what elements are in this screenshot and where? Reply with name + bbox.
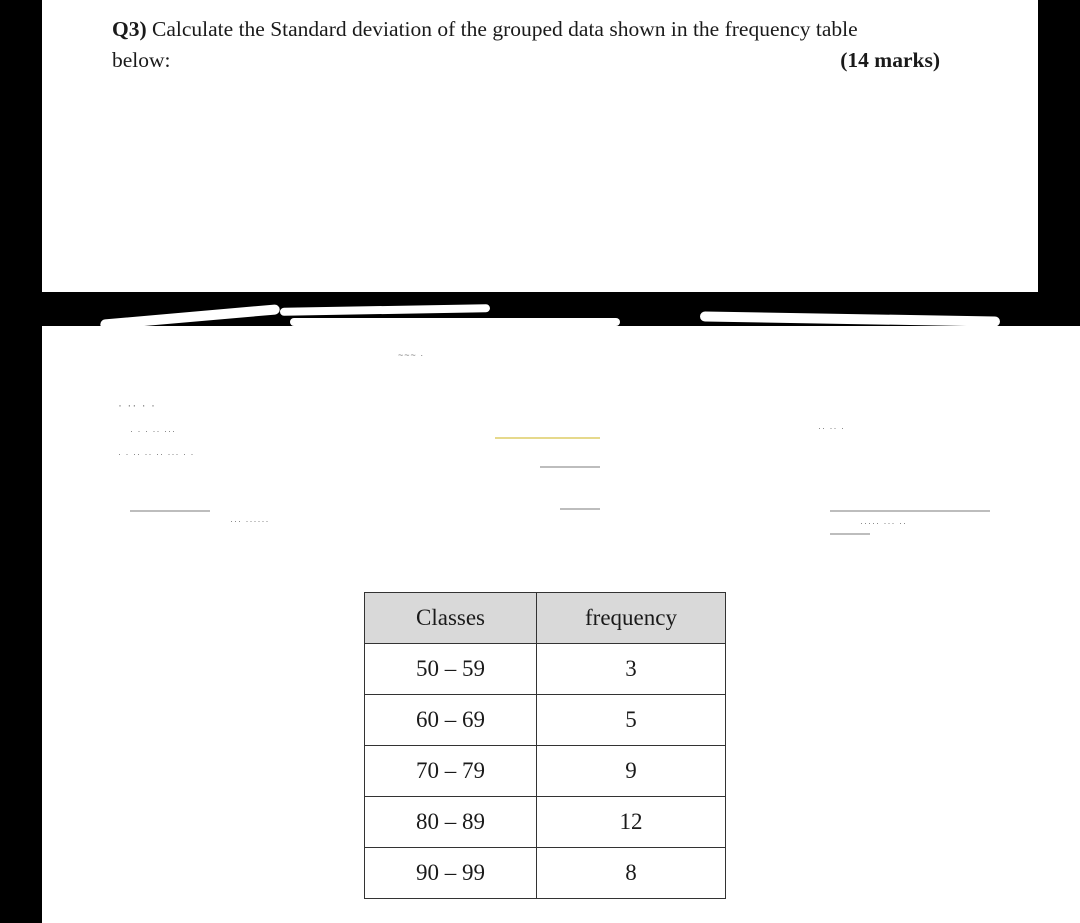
question-prompt <box>112 14 858 44</box>
class-cell: 90 – 99 <box>365 848 537 899</box>
scan-artifact: · ·· · · <box>118 398 156 412</box>
table-row <box>365 797 726 848</box>
band-streak <box>290 318 620 326</box>
table-row <box>365 848 726 899</box>
frequency-cell: 5 <box>537 695 726 746</box>
class-cell: 80 – 89 <box>365 797 537 848</box>
scan-artifact: · · ·· ·· ·· ··· · · <box>118 449 195 459</box>
header-classes: Classes <box>365 593 537 644</box>
frequency-cell: 8 <box>537 848 726 899</box>
scan-smudge <box>130 510 210 512</box>
question-marks: (14 marks) <box>840 48 940 72</box>
class-cell: 70 – 79 <box>365 746 537 797</box>
scan-smudge <box>560 508 600 510</box>
table-header-row <box>365 593 726 644</box>
scan-smudge <box>540 466 600 468</box>
table-row <box>365 746 726 797</box>
scan-artifact: ····· ··· ·· <box>860 518 907 528</box>
scan-artifact: · · · ·· ··· <box>130 426 176 436</box>
scan-smudge <box>830 533 870 535</box>
scan-smudge <box>495 437 600 439</box>
scan-artifact: ~~~ · <box>398 350 425 360</box>
scan-artifact: ·· ·· · <box>818 423 845 433</box>
question-continuation: below: <box>112 48 171 72</box>
frequency-table <box>364 592 726 899</box>
frequency-cell: 12 <box>537 797 726 848</box>
scan-artifact: ··· ······ <box>230 516 270 526</box>
question-text: Calculate the Standard deviation of the grouped data shown in the frequency table <box>152 17 858 41</box>
class-cell: 50 – 59 <box>365 644 537 695</box>
table-row <box>365 644 726 695</box>
question-number: Q3) <box>112 17 147 41</box>
left-border-strip <box>0 326 42 923</box>
scan-smudge <box>830 510 990 512</box>
frequency-cell: 3 <box>537 644 726 695</box>
class-cell: 60 – 69 <box>365 695 537 746</box>
header-frequency: frequency <box>537 593 726 644</box>
frequency-cell: 9 <box>537 746 726 797</box>
table-row <box>365 695 726 746</box>
